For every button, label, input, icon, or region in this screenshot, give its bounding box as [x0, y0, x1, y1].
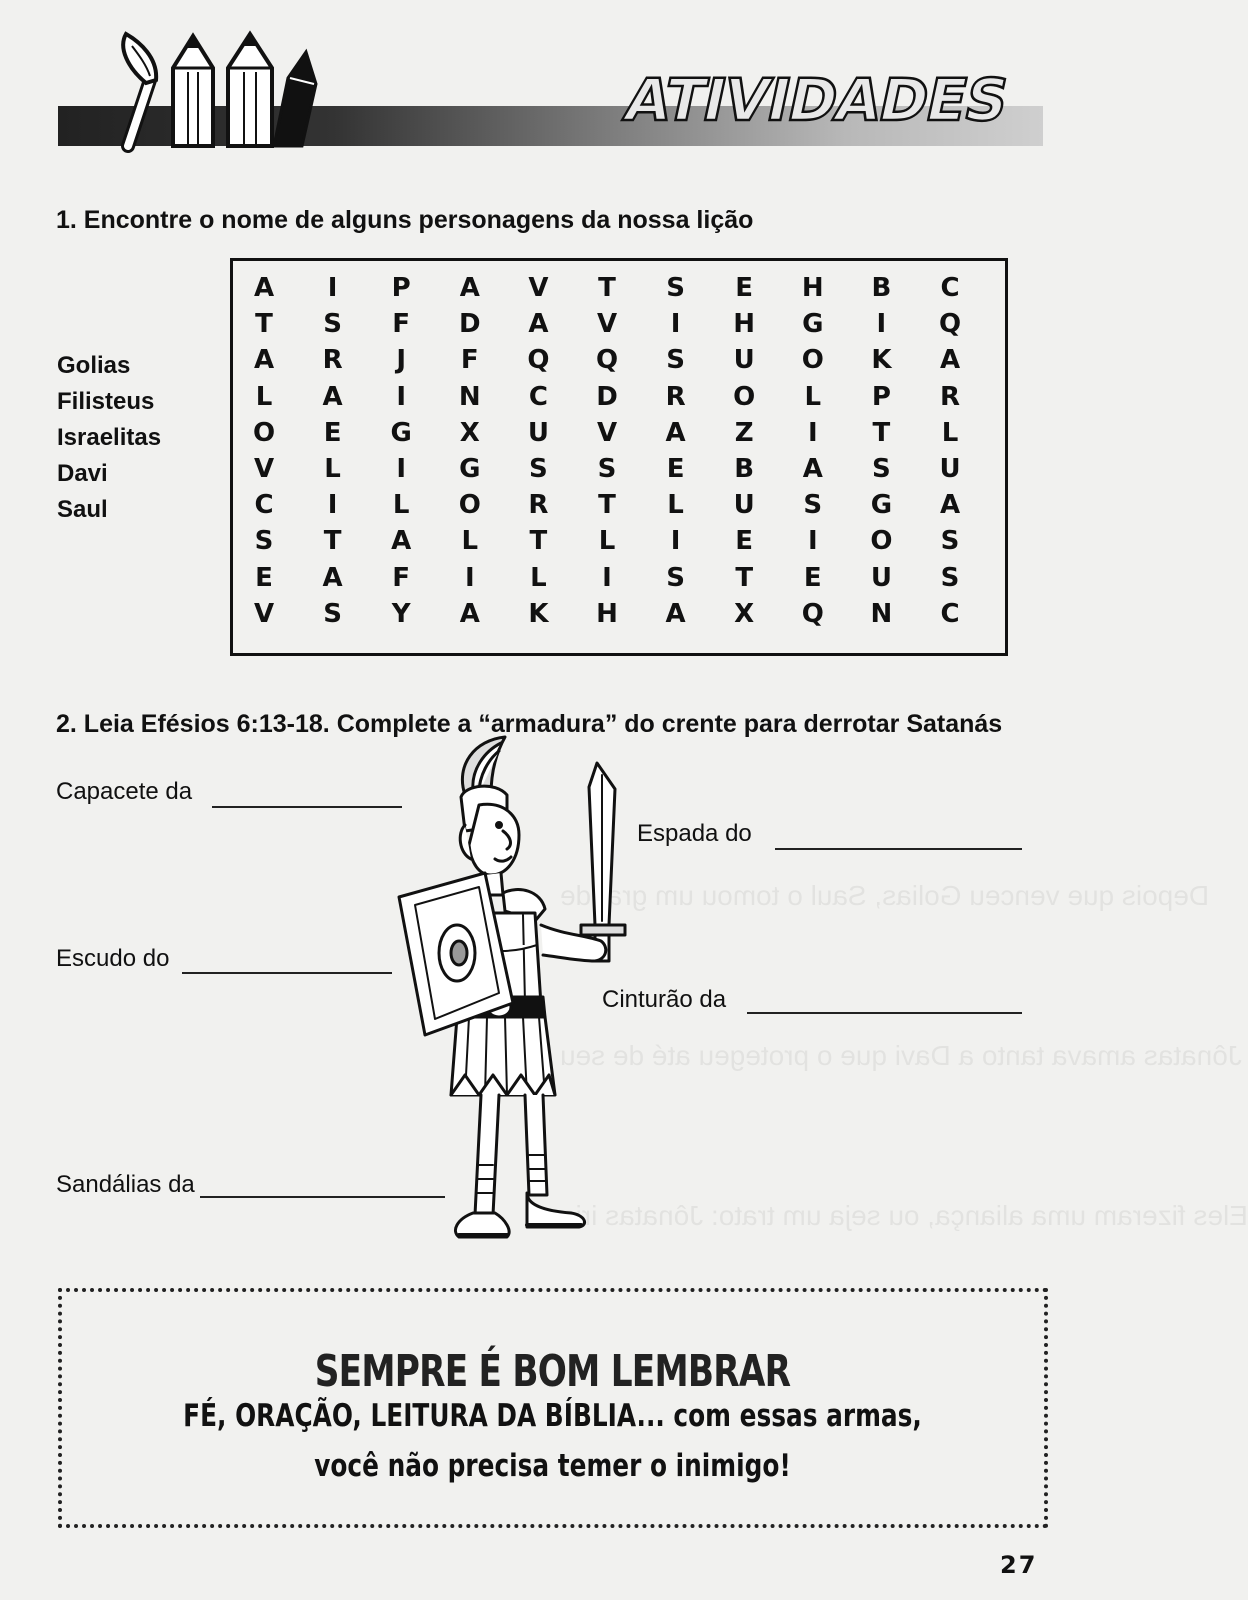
grid-letter[interactable]: A	[665, 598, 686, 629]
grid-letter[interactable]: P	[871, 381, 891, 412]
grid-letter[interactable]: C	[940, 598, 960, 629]
reminder-title: SEMPRE É BOM LEMBRAR	[314, 1346, 791, 1397]
grid-letter[interactable]: B	[871, 273, 892, 303]
grid-letter[interactable]: S	[803, 490, 823, 521]
grid-letter[interactable]: Q	[595, 345, 619, 376]
grid-letter[interactable]: G	[459, 454, 481, 484]
grid-letter[interactable]: E	[323, 417, 342, 448]
grid-letter[interactable]: A	[322, 381, 343, 412]
grid-letter[interactable]: E	[255, 562, 273, 593]
grid-letter[interactable]: V	[596, 417, 618, 448]
grid-letter[interactable]: I	[670, 309, 681, 340]
page-title: ATIVIDADES	[619, 66, 1015, 134]
grid-letter[interactable]: U	[733, 490, 755, 521]
grid-letter[interactable]: N	[458, 381, 481, 412]
grid-letter[interactable]: L	[255, 381, 273, 412]
grid-letter[interactable]: H	[596, 598, 618, 629]
grid-letter[interactable]: A	[459, 273, 480, 303]
bleed-through-text: Eles fizeram uma aliança, ou seja um trato: Jônatas iria	[560, 1200, 1248, 1231]
grid-letter[interactable]: A	[802, 454, 823, 484]
word-list-item: Golias	[57, 352, 131, 379]
grid-letter[interactable]: C	[528, 381, 548, 412]
grid-letter[interactable]: O	[870, 526, 893, 557]
grid-letter[interactable]: S	[940, 562, 960, 593]
grid-letter[interactable]: D	[596, 381, 618, 412]
grid-letter[interactable]: S	[666, 562, 685, 593]
grid-letter[interactable]: L	[392, 490, 410, 521]
grid-letter[interactable]: Y	[391, 598, 411, 629]
grid-letter[interactable]: S	[323, 598, 342, 629]
grid-letter[interactable]: I	[807, 417, 818, 448]
grid-letter[interactable]: S	[940, 526, 960, 557]
grid-letter[interactable]: Q	[527, 345, 550, 376]
cinturao-answer-line[interactable]	[747, 1012, 1022, 1014]
cinturao-label: Cinturão da	[602, 986, 727, 1013]
grid-letter[interactable]: Q	[938, 309, 962, 340]
grid-letter[interactable]: E	[803, 562, 822, 593]
word-list-item: Israelitas	[57, 424, 162, 451]
grid-letter[interactable]: R	[322, 345, 343, 376]
grid-letter[interactable]: B	[734, 454, 755, 484]
grid-letter[interactable]: F	[392, 309, 411, 340]
grid-letter[interactable]: R	[528, 490, 549, 521]
grid-letter[interactable]: L	[461, 526, 479, 557]
grid-letter[interactable]: A	[322, 562, 343, 593]
grid-letter[interactable]: F	[460, 345, 479, 376]
grid-letter[interactable]: L	[598, 526, 616, 557]
grid-letter[interactable]: C	[254, 490, 274, 521]
grid-letter[interactable]: U	[733, 345, 755, 376]
grid-letter[interactable]: U	[939, 454, 961, 484]
word-search-grid	[230, 258, 1008, 656]
espada-label: Espada do	[637, 820, 752, 847]
grid-letter[interactable]: V	[596, 309, 618, 340]
word-list	[57, 348, 161, 528]
grid-letter[interactable]: O	[458, 490, 481, 521]
grid-letter[interactable]: A	[939, 345, 961, 376]
reminder-line: FÉ, ORAÇÃO, LEITURA DA BÍBLIA... com essas armas,	[183, 1398, 922, 1434]
grid-letter[interactable]: S	[666, 345, 685, 376]
grid-letter[interactable]: E	[666, 454, 685, 484]
bleed-through-text: Jônatas amava tanto a Davi que o protegeu até de seu	[560, 1040, 1242, 1071]
grid-letter[interactable]: R	[665, 381, 686, 412]
grid-letter[interactable]: H	[801, 273, 824, 303]
grid-letter[interactable]: S	[529, 454, 548, 484]
grid-letter[interactable]: E	[735, 526, 754, 557]
word-list-item: Filisteus	[57, 388, 155, 415]
grid-letter[interactable]: F	[392, 562, 411, 593]
grid-letter[interactable]: T	[735, 562, 754, 593]
escudo-label: Escudo do	[56, 945, 170, 972]
grid-letter[interactable]: I	[670, 526, 681, 557]
capacete-answer-line[interactable]	[212, 806, 402, 808]
grid-letter[interactable]: H	[733, 309, 756, 340]
question-2-title: 2. Leia Efésios 6:13-18. Complete a “armadura” do crente para derrotar Satanás	[56, 710, 1003, 738]
grid-letter[interactable]: A	[528, 309, 549, 340]
grid-letter[interactable]: Q	[801, 598, 824, 629]
grid-letter[interactable]: O	[252, 417, 276, 448]
grid-letter[interactable]: I	[396, 381, 407, 412]
grid-letter[interactable]: I	[396, 454, 407, 484]
grid-letter[interactable]: I	[602, 562, 612, 593]
grid-letter[interactable]: P	[391, 273, 411, 303]
grid-letter[interactable]: T	[529, 526, 548, 557]
grid-letter[interactable]: U	[870, 562, 892, 593]
grid-letter[interactable]: A	[391, 526, 412, 557]
grid-letter[interactable]: T	[323, 526, 342, 557]
grid-letter[interactable]: S	[597, 454, 617, 484]
question-1-title: 1. Encontre o nome de alguns personagens da nossa lição	[56, 206, 754, 234]
grid-letter[interactable]: L	[530, 562, 547, 593]
grid-letter[interactable]: T	[598, 273, 616, 303]
grid-letter[interactable]: A	[253, 345, 275, 376]
grid-letter[interactable]: S	[323, 309, 342, 340]
grid-letter[interactable]: G	[870, 490, 893, 521]
grid-letter[interactable]: V	[528, 273, 549, 303]
grid-letter[interactable]: I	[807, 526, 818, 557]
grid-letter[interactable]: V	[253, 454, 275, 484]
grid-letter[interactable]: D	[459, 309, 481, 340]
escudo-answer-line[interactable]	[182, 972, 392, 974]
grid-letter[interactable]: N	[870, 598, 893, 629]
grid-letter[interactable]: K	[871, 345, 892, 376]
reminder-line: você não precisa temer o inimigo!	[314, 1448, 791, 1484]
grid-letter[interactable]: I	[876, 309, 887, 340]
grid-letter[interactable]: A	[665, 417, 686, 448]
grid-letter[interactable]: K	[528, 598, 549, 629]
grid-letter[interactable]: L	[804, 381, 822, 412]
grid-letter[interactable]: J	[396, 345, 407, 376]
page-header	[58, 28, 1043, 158]
grid-letter[interactable]: T	[255, 309, 273, 340]
grid-letter[interactable]: L	[667, 490, 684, 521]
grid-letter[interactable]: R	[939, 381, 961, 412]
art-supplies-icon	[88, 28, 328, 153]
grid-letter[interactable]: T	[872, 417, 891, 448]
grid-letter[interactable]: G	[802, 309, 824, 340]
grid-letter[interactable]: I	[327, 273, 338, 303]
grid-letter[interactable]: L	[941, 417, 959, 448]
grid-letter[interactable]: Z	[734, 417, 754, 448]
grid-letter[interactable]: I	[327, 490, 338, 521]
grid-letter[interactable]: S	[872, 454, 891, 484]
grid-letter[interactable]: O	[733, 381, 756, 412]
grid-letter[interactable]: L	[324, 454, 341, 484]
grid-letter[interactable]: A	[253, 273, 275, 303]
roman-soldier-illustration	[395, 735, 675, 1275]
grid-letter[interactable]: U	[527, 417, 549, 448]
word-list-item: Saul	[57, 496, 108, 523]
sandalias-label: Sandálias da	[56, 1171, 195, 1198]
espada-answer-line[interactable]	[775, 848, 1022, 850]
grid-letter[interactable]: S	[666, 273, 685, 303]
grid-letter[interactable]: I	[464, 562, 475, 593]
grid-letter[interactable]: E	[735, 273, 754, 303]
capacete-label: Capacete da	[56, 778, 193, 805]
grid-letter[interactable]: S	[254, 526, 274, 557]
grid-letter[interactable]: O	[801, 345, 824, 376]
word-list-item: Davi	[57, 460, 108, 487]
grid-letter[interactable]: T	[598, 490, 616, 521]
grid-letter[interactable]: A	[459, 598, 480, 629]
grid-letter[interactable]: X	[734, 598, 755, 629]
page-number: 27	[1000, 1551, 1038, 1579]
grid-letter[interactable]: C	[940, 273, 960, 303]
grid-letter[interactable]: G	[390, 417, 412, 448]
grid-letter[interactable]: X	[459, 417, 480, 448]
grid-letter[interactable]: A	[939, 490, 961, 521]
grid-letter[interactable]: V	[253, 598, 275, 629]
bleed-through-text: Depois que venceu Golias, Saul o tomou um grande	[560, 880, 1210, 911]
